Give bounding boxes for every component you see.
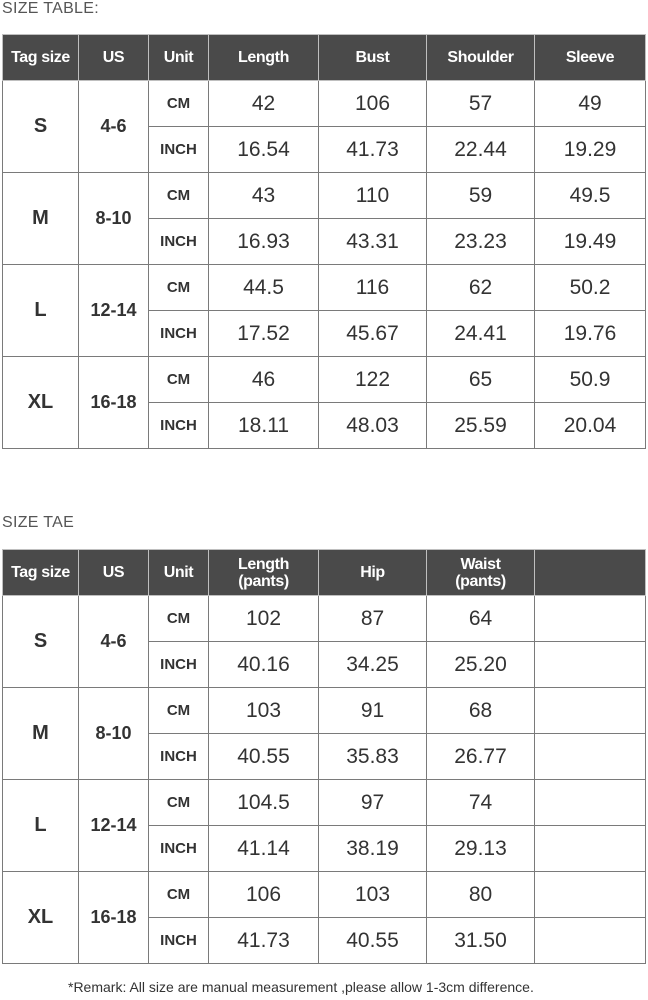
measurement-cell: 102 — [209, 596, 319, 642]
header-us: US — [79, 35, 149, 81]
measurement-cell: 31.50 — [427, 918, 535, 964]
measurement-cell — [535, 872, 646, 918]
unit-cell: CM — [149, 780, 209, 826]
tag-size-cell: L — [3, 780, 79, 872]
measurement-cell: 41.14 — [209, 826, 319, 872]
top-size-table — [2, 34, 646, 449]
measurement-cell: 18.11 — [209, 403, 319, 449]
table-row — [3, 688, 646, 734]
us-size-cell: 8-10 — [79, 173, 149, 265]
measurement-cell: 103 — [319, 872, 427, 918]
unit-cell: CM — [149, 265, 209, 311]
unit-cell: CM — [149, 81, 209, 127]
header-unit: Unit — [149, 35, 209, 81]
header-unit: Unit — [149, 550, 209, 596]
measurement-cell: 106 — [209, 872, 319, 918]
header-tag-size: Tag size — [3, 35, 79, 81]
measurement-cell: 40.55 — [209, 734, 319, 780]
header-col-6: Shoulder — [427, 35, 535, 81]
measurement-cell: 49 — [535, 81, 646, 127]
measurement-cell: 50.9 — [535, 357, 646, 403]
measurement-cell: 16.93 — [209, 219, 319, 265]
table-row — [3, 265, 646, 311]
unit-cell: INCH — [149, 219, 209, 265]
size-table-caption: SIZE TAE — [2, 514, 75, 531]
tag-size-cell: XL — [3, 872, 79, 964]
tag-size-cell: S — [3, 596, 79, 688]
measurement-cell: 87 — [319, 596, 427, 642]
us-size-cell: 12-14 — [79, 780, 149, 872]
measurement-cell: 22.44 — [427, 127, 535, 173]
measurement-cell: 50.2 — [535, 265, 646, 311]
unit-cell: INCH — [149, 734, 209, 780]
measurement-cell: 26.77 — [427, 734, 535, 780]
us-size-cell: 4-6 — [79, 596, 149, 688]
measurement-cell — [535, 642, 646, 688]
measurement-cell: 116 — [319, 265, 427, 311]
measurement-cell — [535, 780, 646, 826]
measurement-cell: 24.41 — [427, 311, 535, 357]
measurement-cell: 48.03 — [319, 403, 427, 449]
measurement-cell: 19.29 — [535, 127, 646, 173]
unit-cell: INCH — [149, 642, 209, 688]
measurement-cell — [535, 826, 646, 872]
measurement-cell: 43.31 — [319, 219, 427, 265]
measurement-cell: 41.73 — [319, 127, 427, 173]
measurement-cell: 59 — [427, 173, 535, 219]
unit-cell: INCH — [149, 826, 209, 872]
measurement-cell: 40.55 — [319, 918, 427, 964]
measurement-cell: 104.5 — [209, 780, 319, 826]
tag-size-cell: M — [3, 688, 79, 780]
bottom-size-table — [2, 549, 646, 964]
measurement-cell: 103 — [209, 688, 319, 734]
us-size-cell: 16-18 — [79, 872, 149, 964]
table-row — [3, 81, 646, 127]
measurement-cell: 46 — [209, 357, 319, 403]
measurement-cell: 64 — [427, 596, 535, 642]
unit-cell: CM — [149, 688, 209, 734]
measurement-cell: 49.5 — [535, 173, 646, 219]
measurement-cell: 43 — [209, 173, 319, 219]
measurement-cell — [535, 734, 646, 780]
measurement-cell: 44.5 — [209, 265, 319, 311]
measurement-cell: 23.23 — [427, 219, 535, 265]
measurement-cell: 110 — [319, 173, 427, 219]
unit-cell: CM — [149, 872, 209, 918]
measurement-cell — [535, 688, 646, 734]
header-col-7: Sleeve — [535, 35, 646, 81]
measurement-cell: 80 — [427, 872, 535, 918]
measurement-cell: 122 — [319, 357, 427, 403]
unit-cell: CM — [149, 173, 209, 219]
table-row — [3, 173, 646, 219]
measurement-cell: 16.54 — [209, 127, 319, 173]
measurement-cell: 91 — [319, 688, 427, 734]
remark-note: *Remark: All size are manual measurement ,please allow 1-3cm difference. — [68, 979, 534, 995]
header-row — [3, 35, 646, 81]
table-row — [3, 780, 646, 826]
us-size-cell: 8-10 — [79, 688, 149, 780]
measurement-cell: 45.67 — [319, 311, 427, 357]
unit-cell: INCH — [149, 311, 209, 357]
tag-size-cell: L — [3, 265, 79, 357]
tag-size-cell: XL — [3, 357, 79, 449]
measurement-cell: 19.49 — [535, 219, 646, 265]
measurement-cell — [535, 918, 646, 964]
us-size-cell: 4-6 — [79, 81, 149, 173]
measurement-cell: 34.25 — [319, 642, 427, 688]
table-row — [3, 596, 646, 642]
header-tag-size: Tag size — [3, 550, 79, 596]
measurement-cell: 25.20 — [427, 642, 535, 688]
header-col-6: Waist (pants) — [427, 550, 535, 596]
table-row — [3, 872, 646, 918]
measurement-cell: 35.83 — [319, 734, 427, 780]
unit-cell: INCH — [149, 918, 209, 964]
measurement-cell: 42 — [209, 81, 319, 127]
measurement-cell: 106 — [319, 81, 427, 127]
size-table-caption: SIZE TABLE: — [2, 0, 99, 17]
measurement-cell: 29.13 — [427, 826, 535, 872]
tag-size-cell: S — [3, 81, 79, 173]
tag-size-cell: M — [3, 173, 79, 265]
measurement-cell: 62 — [427, 265, 535, 311]
measurement-cell: 97 — [319, 780, 427, 826]
measurement-cell: 25.59 — [427, 403, 535, 449]
unit-cell: CM — [149, 596, 209, 642]
measurement-cell: 74 — [427, 780, 535, 826]
measurement-cell: 65 — [427, 357, 535, 403]
header-us: US — [79, 550, 149, 596]
header-col-7 — [535, 550, 646, 596]
measurement-cell: 40.16 — [209, 642, 319, 688]
measurement-cell: 57 — [427, 81, 535, 127]
measurement-cell: 17.52 — [209, 311, 319, 357]
unit-cell: CM — [149, 357, 209, 403]
measurement-cell — [535, 596, 646, 642]
us-size-cell: 12-14 — [79, 265, 149, 357]
measurement-cell: 41.73 — [209, 918, 319, 964]
table-row — [3, 357, 646, 403]
header-row — [3, 550, 646, 596]
measurement-cell: 38.19 — [319, 826, 427, 872]
header-col-4: Length (pants) — [209, 550, 319, 596]
header-col-4: Length — [209, 35, 319, 81]
unit-cell: INCH — [149, 403, 209, 449]
us-size-cell: 16-18 — [79, 357, 149, 449]
measurement-cell: 20.04 — [535, 403, 646, 449]
header-col-5: Bust — [319, 35, 427, 81]
unit-cell: INCH — [149, 127, 209, 173]
measurement-cell: 19.76 — [535, 311, 646, 357]
measurement-cell: 68 — [427, 688, 535, 734]
header-col-5: Hip — [319, 550, 427, 596]
